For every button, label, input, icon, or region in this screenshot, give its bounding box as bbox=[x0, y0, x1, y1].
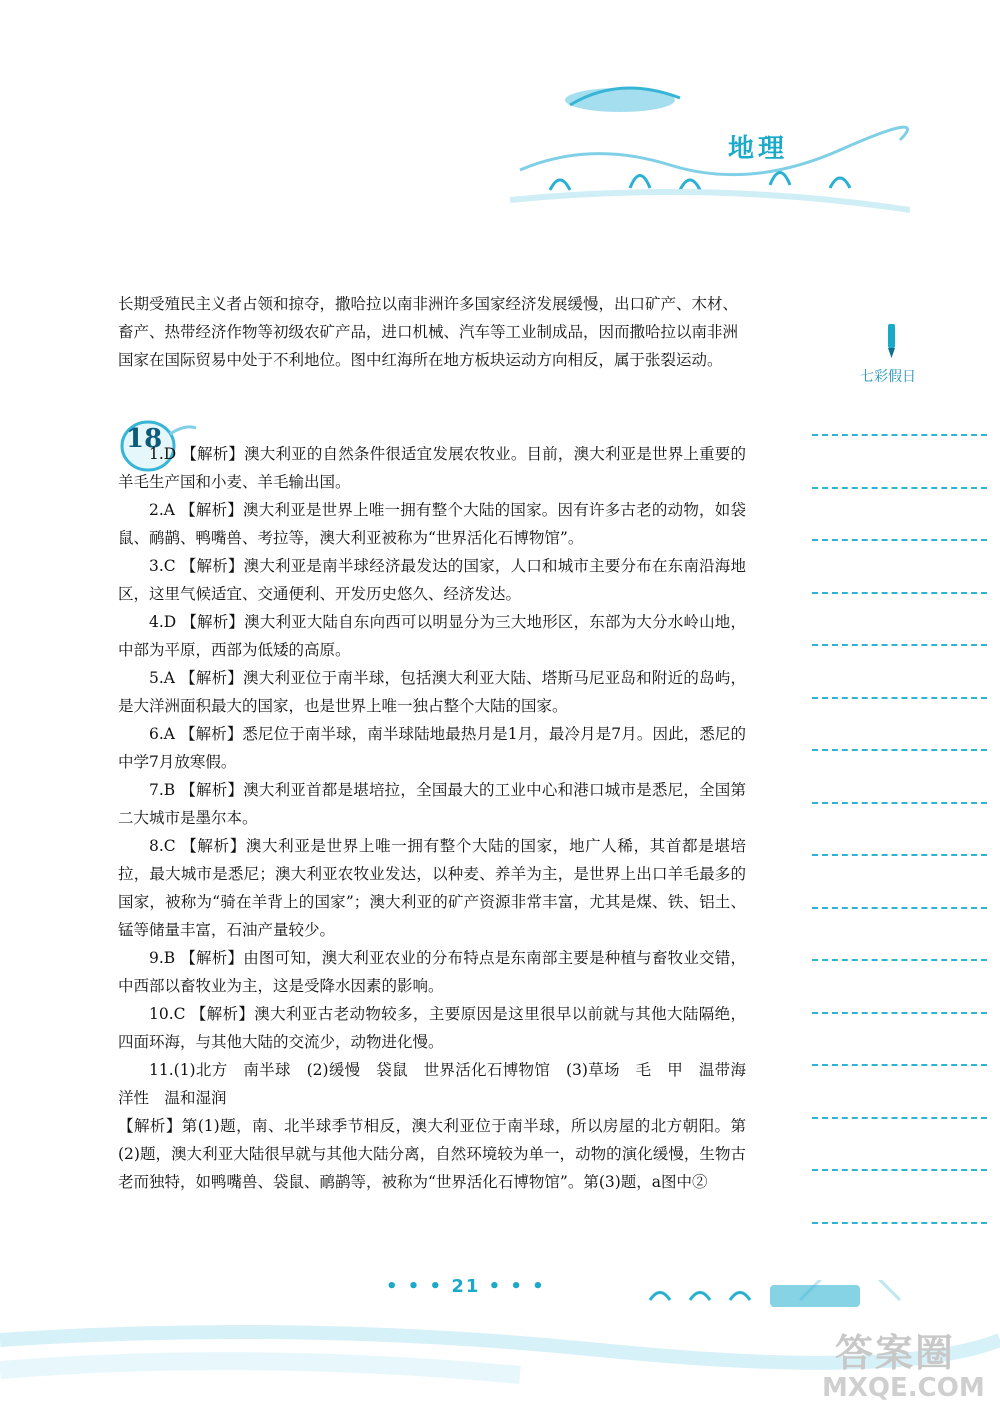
note-line bbox=[812, 907, 987, 909]
section-number: 18 bbox=[126, 424, 163, 454]
page-number: • • • 21 • • • bbox=[386, 1276, 546, 1297]
answer-item: 4.D 【解析】澳大利亚大陆自东向西可以明显分为三大地形区，东部为大分水岭山地，中部为平原，西部为低矮的高原。 bbox=[118, 613, 746, 659]
note-line bbox=[812, 1064, 987, 1066]
note-line bbox=[812, 749, 987, 751]
note-line bbox=[812, 802, 987, 804]
sidebar-label: 七彩假日 bbox=[860, 369, 916, 385]
watermark-url: MXQE.COM bbox=[822, 1373, 985, 1403]
note-line bbox=[812, 1117, 987, 1119]
answer-item: 11.(1)北方 南半球 (2)缓慢 袋鼠 世界活化石博物馆 (3)草场 毛 甲 温带海洋性 温和湿润 bbox=[118, 1061, 746, 1107]
note-line bbox=[812, 959, 987, 961]
note-line bbox=[812, 1169, 987, 1171]
note-line bbox=[812, 1012, 987, 1014]
note-line bbox=[812, 434, 987, 436]
answer-item: 7.B 【解析】澳大利亚首都是堪培拉，全国最大的工业中心和港口城市是悉尼，全国第二大城市是墨尔本。 bbox=[118, 781, 746, 827]
note-line bbox=[812, 487, 987, 489]
answer-item: 2.A 【解析】澳大利亚是世界上唯一拥有整个大陆的国家。因有许多古老的动物，如袋鼠、鸸鹋、鸭嘴兽、考拉等，澳大利亚被称为“世界活化石博物馆”。 bbox=[118, 501, 746, 547]
intro-line: 畜产、热带经济作物等初级农矿产品，进口机械、汽车等工业制成品，因而撒哈拉以南非洲 bbox=[118, 323, 739, 341]
watermark-logo: 答案圈 bbox=[835, 1331, 956, 1375]
subject-title: 地理 bbox=[728, 134, 789, 164]
answer-item: 3.C 【解析】澳大利亚是南半球经济最发达的国家，人口和城市主要分布在东南沿海地区，这里气候适宜、交通便利、开发历史悠久、经济发达。 bbox=[118, 557, 746, 603]
answer-item: 8.C 【解析】澳大利亚是世界上唯一拥有整个大陆的国家，地广人稀，其首都是堪培拉，最大城市是悉尼；澳大利亚农牧业发达，以种麦、养羊为主，是世界上出口羊毛最多的国家，被称为“骑在羊背上的国家”；澳大利亚的矿产资源非常丰富，尤其是煤、铁、铝土、锰等储量丰富，石油产量较少。 bbox=[118, 837, 746, 939]
intro-line: 国家在国际贸易中处于不利地位。图中红海所在地方板块运动方向相反，属于张裂运动。 bbox=[118, 351, 723, 369]
answer-item: 1.D 【解析】澳大利亚的自然条件很适宜发展农牧业。目前，澳大利亚是世界上重要的羊毛生产国和小麦、羊毛输出国。 bbox=[118, 445, 746, 491]
answer-item: 9.B 【解析】由图可知，澳大利亚农业的分布特点是东南部主要是种植与畜牧业交错，中西部以畜牧业为主，这是受降水因素的影响。 bbox=[118, 949, 746, 995]
note-line bbox=[812, 592, 987, 594]
intro-text bbox=[118, 290, 746, 374]
intro-line: 长期受殖民主义者占领和掠夺，撒哈拉以南非洲许多国家经济发展缓慢，出口矿产、木材、 bbox=[118, 295, 739, 313]
answer-item: 10.C 【解析】澳大利亚古老动物较多，主要原因是这里很早以前就与其他大陆隔绝，四面环海，与其他大陆的交流少，动物进化慢。 bbox=[118, 1005, 746, 1051]
note-line bbox=[812, 854, 987, 856]
note-lines bbox=[812, 434, 987, 1274]
analysis-text: 【解析】第(1)题，南、北半球季节相反，澳大利亚位于南半球，所以房屋的北方朝阳。第(2)题，澳大利亚大陆很早就与其他大陆分离，自然环境较为单一，动物的演化缓慢，生物古老而独特，如鸭嘴兽、袋鼠、鸸鹋等，被称为“世界活化石博物馆”。第(3)题，a图中② bbox=[118, 1117, 746, 1191]
note-line bbox=[812, 1222, 987, 1224]
header-decoration bbox=[510, 70, 910, 220]
note-line bbox=[812, 539, 987, 541]
answer-list bbox=[118, 440, 746, 1196]
note-line bbox=[812, 697, 987, 699]
answer-item: 5.A 【解析】澳大利亚位于南半球，包括澳大利亚大陆、塔斯马尼亚岛和附近的岛屿，是大洋洲面积最大的国家，也是世界上唯一独占整个大陆的国家。 bbox=[118, 669, 746, 715]
note-line bbox=[812, 644, 987, 646]
pencil-icon bbox=[842, 322, 942, 362]
answer-item: 6.A 【解析】悉尼位于南半球，南半球陆地最热月是1月，最冷月是7月。因此，悉尼的中学7月放寒假。 bbox=[118, 725, 746, 771]
